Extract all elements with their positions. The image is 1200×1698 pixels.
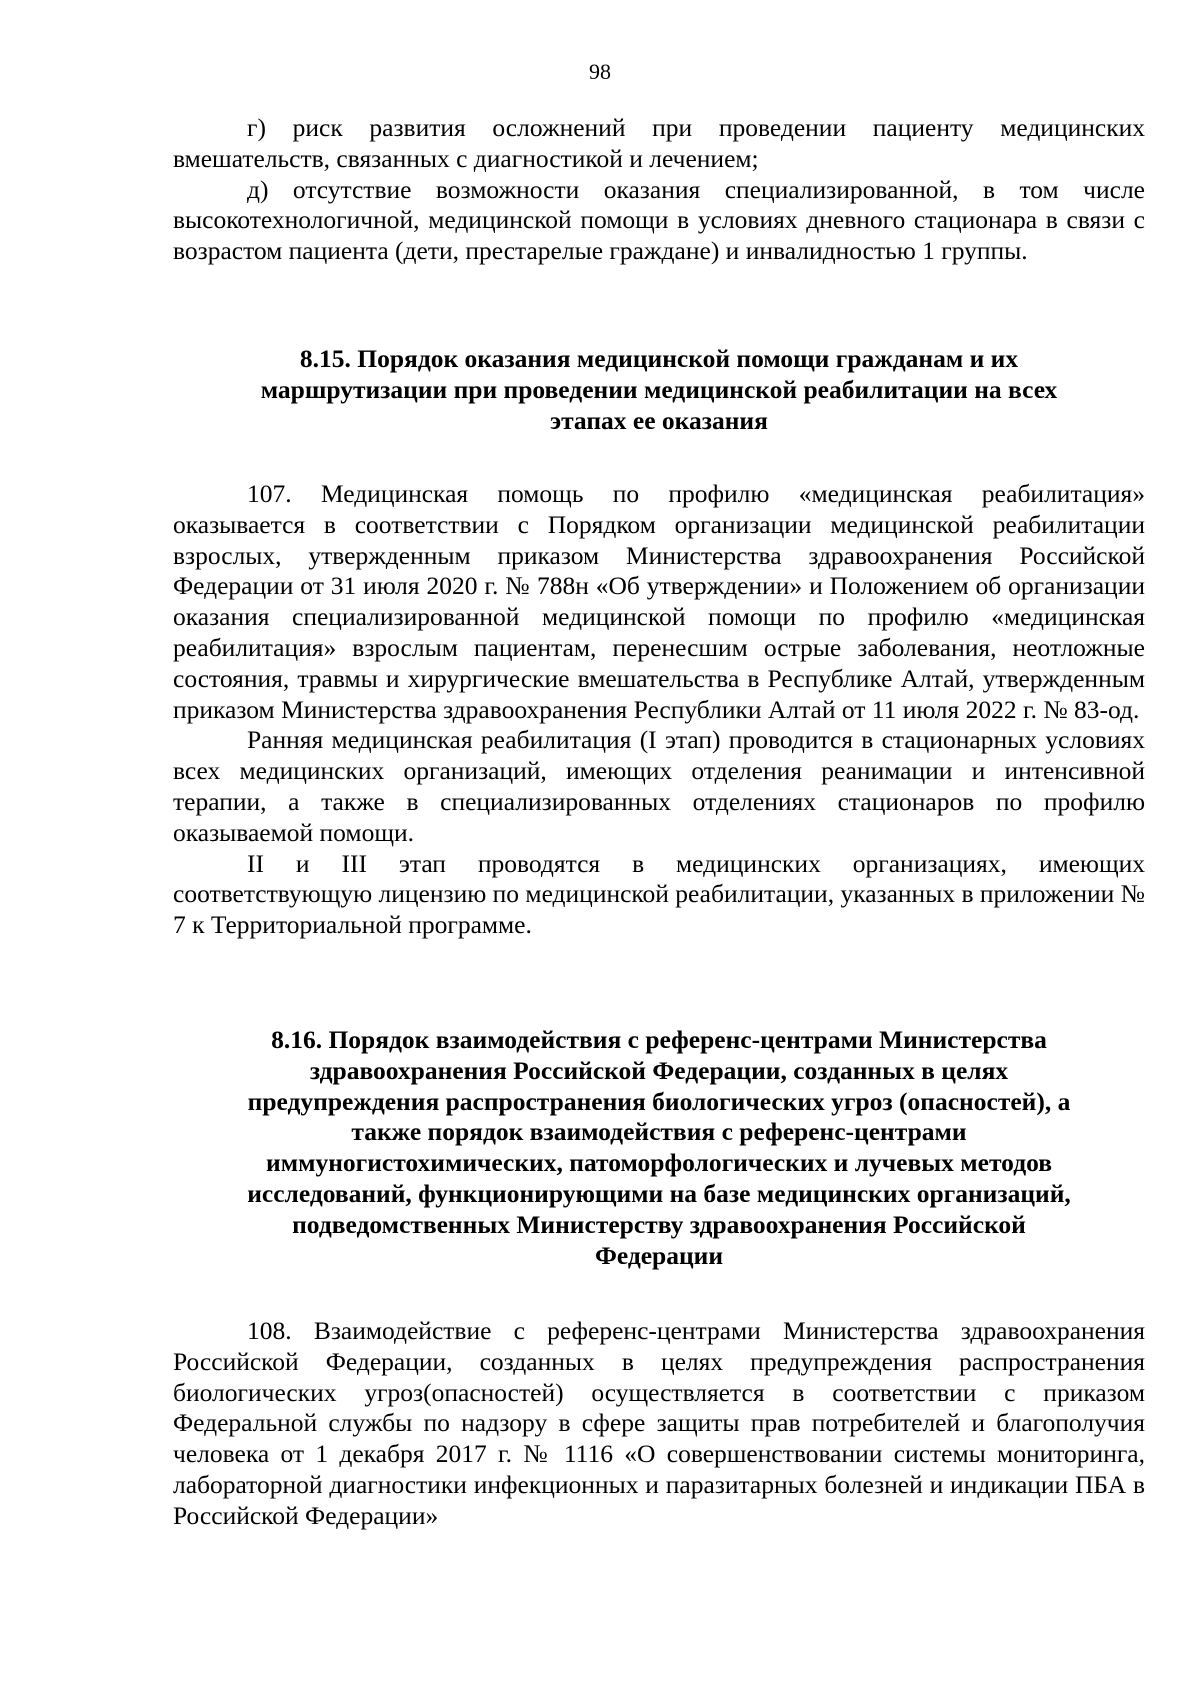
- heading-line: иммуногистохимических, патоморфологических и лучевых методов: [266, 1148, 1052, 1178]
- heading-line: Федерации: [594, 1240, 724, 1270]
- section-heading-8-16: [173, 1025, 1145, 1271]
- list-item: г) риск развития осложнений при проведении пациенту медицинских вмешательств, связанных с диагностикой и лечением;: [173, 113, 1145, 173]
- paragraph-108: 108. Взаимодействие с референс-центрами Министерства здравоохранения Российской Федерации, созданных в целях предупреждения распространения биологических угроз(опасностей) осуществляется в соответствии с приказом Федеральной службы по надзору в сфере защиты прав потребителей и благополучия человека от 1 декабря 2017 г. № 1116 «О совершенствовании системы мониторинга, лабораторной диагностики инфекционных и паразитарных болезней и индикации ПБА в Российской Федерации»: [173, 1316, 1145, 1530]
- page-number: 98: [589, 59, 611, 84]
- heading-line: здравоохранения Российской Федерации, созданных в целях: [309, 1055, 1009, 1085]
- section-body-8-15: [173, 479, 1145, 941]
- paragraph-early-rehab: Ранняя медицинская реабилитация (I этап) проводится в стационарных условиях всех медицинских организаций, имеющих отделения реанимации и интенсивной терапии, а также в специализированных отделениях стационаров по профилю оказываемой помощи.: [173, 725, 1145, 847]
- intro-items: [173, 113, 1145, 267]
- heading-line: этапах ее оказания: [550, 405, 768, 435]
- list-item: д) отсутствие возможности оказания специализированной, в том числе высокотехнологичной, медицинской помощи в условиях дневного стационара в связи с возрастом пациента (дети, престарелые граждане) и инвалидностью 1 группы.: [173, 174, 1145, 266]
- heading-line: подведомственных Министерству здравоохранения Российской: [292, 1209, 1026, 1239]
- section-heading-8-15: [173, 344, 1145, 436]
- heading-line: исследований, функционирующими на базе медицинских организаций,: [247, 1178, 1071, 1208]
- heading-line: также порядок взаимодействия с референс-центрами: [351, 1117, 967, 1147]
- paragraph-107: 107. Медицинская помощь по профилю «медицинская реабилитация» оказывается в соответствии с Порядком организации медицинской реабилитации взрослых, утвержденным приказом Министерства здравоохранения Российской Федерации от 31 июля 2020 г. № 788н «Об утверждении» и Положением об организации оказания специализированной медицинской помощи по профилю «медицинская реабилитация» взрослым пациентам, перенесшим острые заболевания, неотложные состояния, травмы и хирургические вмешательства в Республике Алтай, утвержденным приказом Министерства здравоохранения Республики Алтай от 11 июля 2022 г. № 83-од.: [173, 479, 1145, 724]
- heading-line: 8.16. Порядок взаимодействия с референс-центрами Министерства: [271, 1025, 1047, 1054]
- heading-line: 8.15. Порядок оказания медицинской помощи гражданам и их: [299, 344, 1019, 373]
- heading-line: предупреждения распространения биологических угроз (опасностей), а: [247, 1086, 1071, 1116]
- section-body-8-16: [173, 1316, 1145, 1532]
- heading-line: маршрутизации при проведении медицинской реабилитации на всех: [260, 374, 1058, 404]
- paragraph-stages: II и III этап проводятся в медицинских организациях, имеющих соответствующую лицензию по медицинской реабилитации, указанных в приложении № 7 к Территориальной программе.: [173, 848, 1146, 940]
